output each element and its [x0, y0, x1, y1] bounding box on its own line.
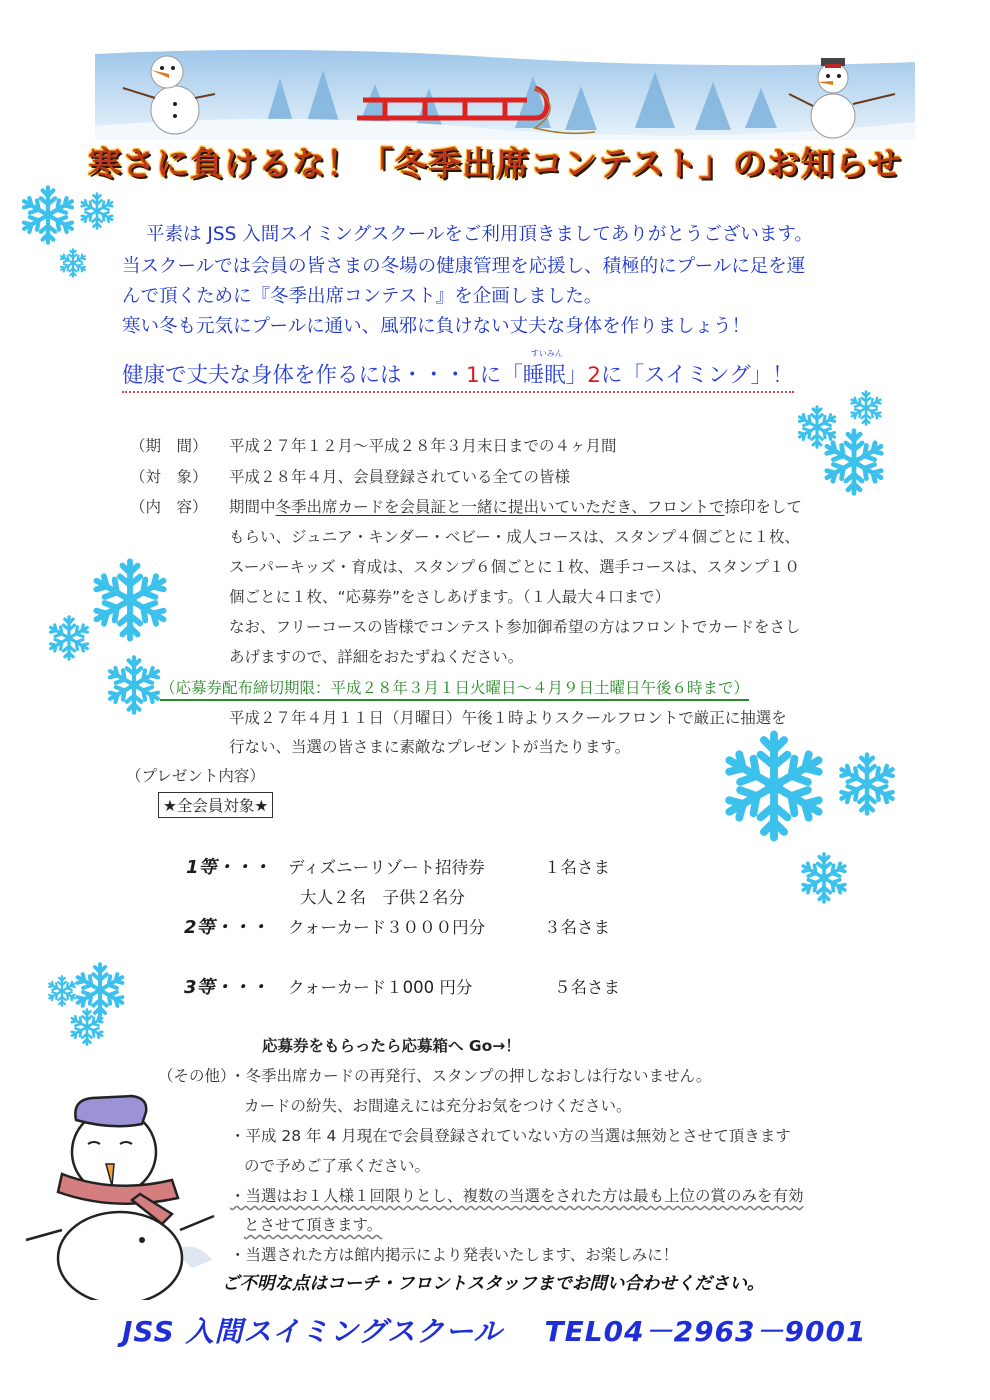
furigana: すいみん	[530, 349, 563, 358]
content-line: なお、フリーコースの皆様でコンテスト参加御希望の方はフロントでカードをさし	[229, 618, 801, 636]
snowflake-icon	[46, 975, 78, 1007]
school-name: JSS 入間スイミングスクール	[122, 1315, 503, 1348]
other-line: ・当選はお１人様１回限りとし、複数の当選をされた方は最も上位の賞のみを有効	[230, 1187, 804, 1205]
content-label: （内 容）	[130, 498, 208, 516]
prize-item: クォーカード３０００円分	[288, 918, 486, 937]
snowflake-icon	[798, 852, 850, 904]
snowflake-icon	[88, 558, 172, 642]
prize-rank: 2等・・・	[184, 917, 269, 938]
content-line: あげますので、詳細をおたずねください。	[229, 648, 524, 666]
content-line: もらい、ジュニア・キンダー・ベビー・成人コースは、スタンプ４個ごとに１枚、	[229, 528, 801, 546]
lottery-line: 平成２７年４月１１日（月曜日）午後１時よりスクールフロントで厳正に抽選を	[229, 709, 787, 727]
intro-line: んで頂くために『冬季出席コンテスト』を企画しました。	[122, 286, 603, 307]
prize-target-badge: ★全会員対象★	[158, 792, 273, 818]
period-label: （期 間）	[130, 437, 208, 455]
other-label: （その他）	[158, 1067, 236, 1085]
prize-item: クォーカード１000 円分	[288, 978, 473, 997]
other-line: ・当選された方は館内掲示により発表いたします、お楽しみに！	[230, 1246, 679, 1264]
contact-note: ご不明な点はコーチ・フロントスタッフまでお問い合わせください。	[222, 1274, 765, 1294]
intro-line: 寒い冬も元気にプールに通い、風邪に負けない丈夫な身体を作りましょう！	[122, 316, 751, 337]
content-first-line: 期間中冬季出席カードを会員証と一緒に提出いていただき、フロントで捺印をして	[229, 498, 802, 516]
footer-contact	[122, 1310, 866, 1350]
page-title: 寒さに負けるな！「冬季出席コンテスト」のお知らせ	[88, 144, 902, 183]
prize-count: ５名さま	[554, 978, 620, 997]
go-note: 応募券をもらったら応募箱へ Go→！	[262, 1037, 521, 1055]
other-line: ・冬季出席カードの再発行、スタンプの押しなおしは行ないません。	[230, 1067, 712, 1085]
other-line: ・平成 28 年 4 月現在で会員登録されていない方の当選は無効とさせて頂きます	[230, 1127, 791, 1145]
snowflake-icon	[820, 428, 888, 496]
other-line: とさせて頂きます。	[244, 1216, 383, 1234]
snowflake-icon	[58, 248, 88, 278]
snowflake-icon	[68, 1008, 106, 1046]
snowflake-icon	[104, 655, 164, 715]
snowman-illustration	[22, 1090, 218, 1300]
target-label: （対 象）	[130, 468, 208, 486]
snowflake-icon	[718, 730, 830, 842]
snowflake-icon	[835, 752, 899, 816]
winter-banner-illustration	[95, 48, 915, 140]
snowflake-icon	[848, 390, 884, 426]
prize-rank: 3等・・・	[184, 977, 269, 998]
content-line: 個ごとに１枚、“応募券”をさしあげます。（１人最大４口まで）	[229, 588, 671, 606]
target-value: 平成２８年４月、会員登録されている全ての皆様	[229, 468, 571, 486]
period-value: 平成２７年１２月～平成２８年３月末日までの４ヶ月間	[229, 437, 617, 455]
slogan: 健康で丈夫な身体を作るには・・・1に「 すいみん 睡眠」2に「スイミング」！	[122, 358, 794, 393]
prize-heading: （プレゼント内容）	[126, 767, 265, 785]
snowflake-icon	[46, 615, 92, 661]
snowflake-icon	[78, 192, 116, 230]
intro-line: 当スクールでは会員の皆さまの冬場の健康管理を応援し、積極的にプールに足を運	[122, 256, 806, 277]
content-line: スーパーキッズ・育成は、スタンプ６個ごとに１枚、選手コースは、スタンプ１０	[229, 558, 800, 576]
other-line: ので予めご了承ください。	[244, 1157, 431, 1175]
snowflake-icon	[18, 185, 78, 245]
prize-note: 大人２名 子供２名分	[300, 888, 465, 907]
other-line: カードの紛失、お間違えには充分お気をつけください。	[244, 1097, 632, 1115]
prize-count: １名さま	[544, 858, 610, 877]
phone-number: TEL04－2963－9001	[544, 1315, 867, 1348]
prize-item: ディズニーリゾート招待券	[288, 858, 485, 877]
prize-count: ３名さま	[544, 918, 610, 937]
intro-line: 平素は JSS 入間スイミングスクールをご利用頂きましてありがとうございます。	[146, 224, 813, 245]
prize-rank: 1等・・・	[186, 857, 271, 878]
lottery-line: 行ない、当選の皆さまに素敵なプレゼントが当たります。	[229, 738, 631, 756]
deadline-note: （応募券配布締切期限：平成２８年３月１日火曜日～４月９日土曜日午後６時まで）	[160, 676, 749, 701]
